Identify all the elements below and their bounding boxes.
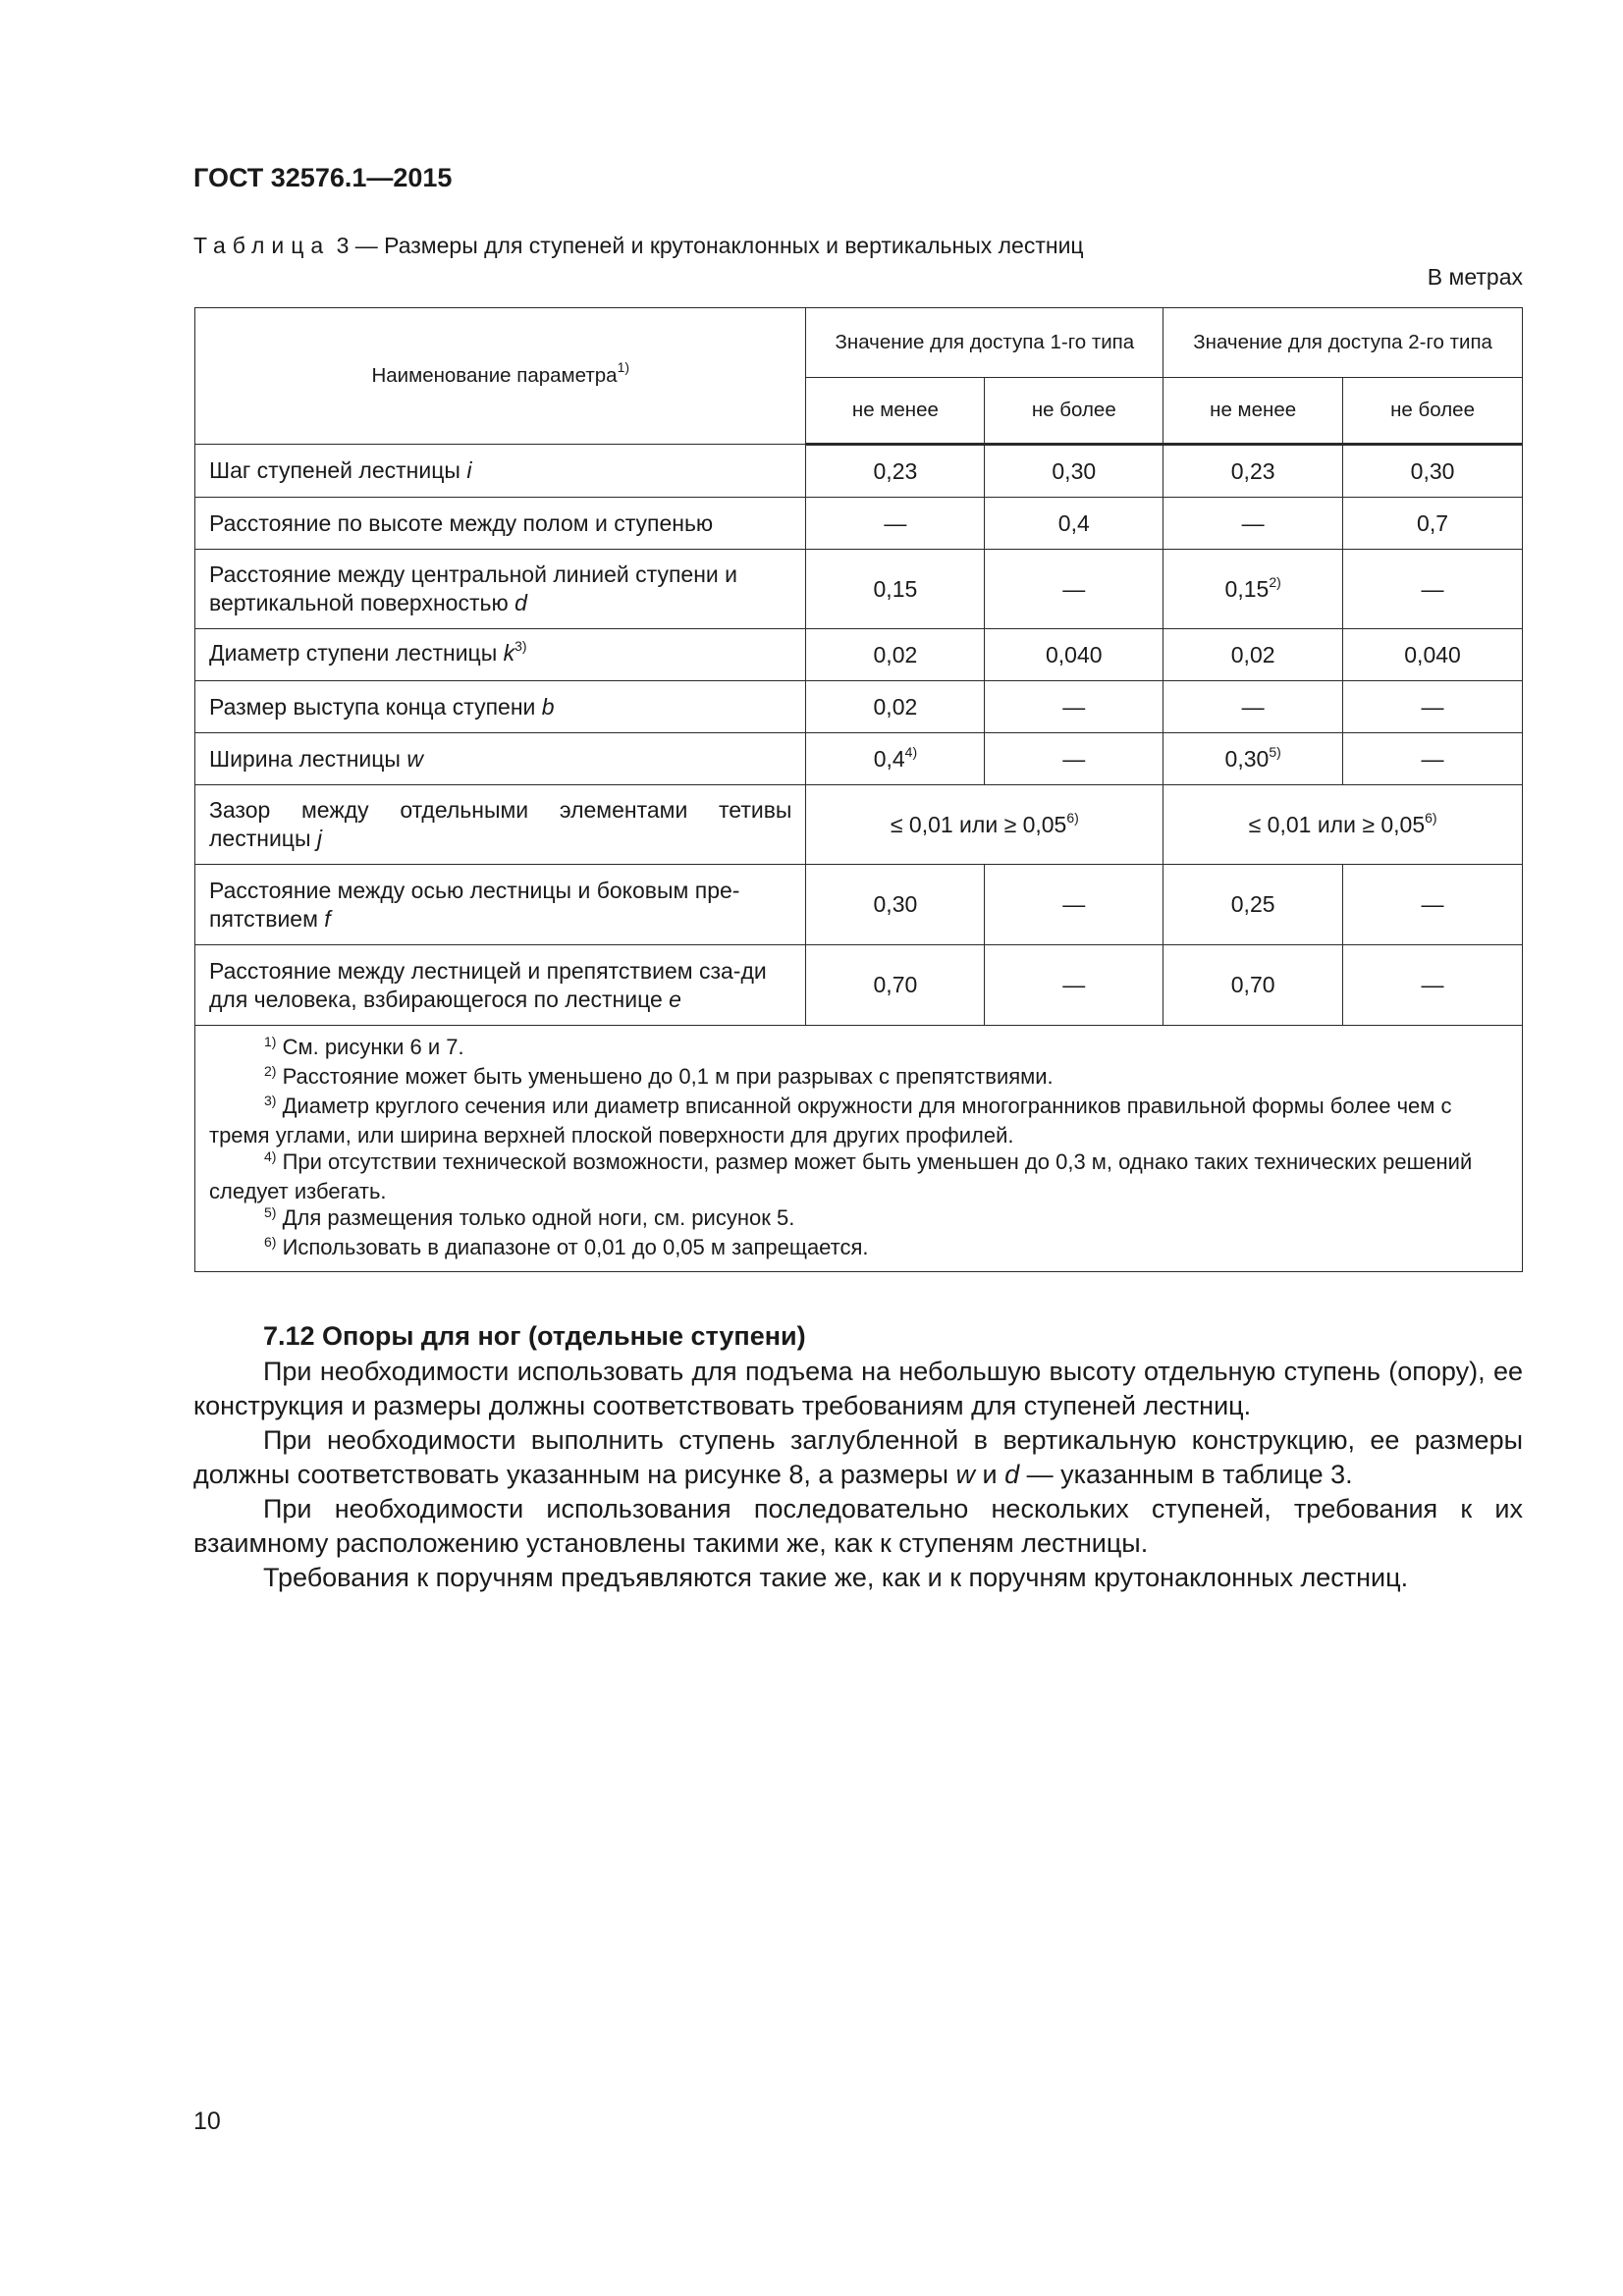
table-row: Ширина лестницы w 0,4$^{4)}$ — 0,30$^{5)}$ —: [195, 733, 1523, 785]
table-row: Зазор между отдельными элементами тетивы лестницы j ≤ 0,01 или ≥ $0,05^{6)}$ ≤ 0,01 или ≥ $0,05^{6)}$: [195, 785, 1523, 865]
footnote: $^{4)}$ При отсутствии технической возможности, размер может быть уменьшен до 0,3 м, однако таких технических решений следует избегать.: [209, 1148, 1473, 1203]
footnote: $^{2)}$ Расстояние может быть уменьшено до 0,1 м при разрывах с препятствиями.: [264, 1063, 1054, 1089]
paragraph: При необходимости использования последовательно нескольких ступеней, требования к их взаимному расположению установлены такими же, как к ступеням лестницы.: [193, 1494, 1523, 1558]
footnote: $^{6)}$ Использовать в диапазоне от 0,01 до 0,05 м запрещается.: [264, 1234, 869, 1259]
dimensions-table: [194, 307, 1523, 1272]
table-row: Диаметр ступени лестницы $k^{3)}$ 0,02 0,040 0,02 0,040: [195, 629, 1523, 681]
section-body: [193, 1355, 1523, 1595]
max-header: не более: [1343, 378, 1523, 445]
group1-header: Значение для доступа 1-го типа: [806, 308, 1163, 378]
table-row: Расстояние по высоте между полом и ступенью — 0,4 — 0,7: [195, 498, 1523, 550]
table-row: Шаг ступеней лестницы i 0,23 0,30 0,23 0,30: [195, 445, 1523, 498]
table-caption-word: Таблица: [193, 233, 331, 258]
table-row: Расстояние между лестницей и препятствием сза-ди для человека, взбирающегося по лестнице e 0,70 — 0,70 —: [195, 945, 1523, 1026]
table-row: Размер выступа конца ступени b 0,02 — — —: [195, 681, 1523, 733]
document-header: ГОСТ 32576.1—2015: [193, 163, 453, 192]
group2-header: Значение для доступа 2-го типа: [1163, 308, 1523, 378]
footnote: $^{1)}$ См. рисунки 6 и 7.: [264, 1034, 464, 1059]
footnote: $^{3)}$ Диаметр круглого сечения или диаметр вписанной окружности для многогранников правильной формы более чем с тремя углами, или ширина верхней плоской поверхности для других профилей.: [209, 1093, 1452, 1148]
table-units: В метрах: [1427, 264, 1523, 290]
min-header: не менее: [1163, 378, 1343, 445]
footnote: $^{5)}$ Для размещения только одной ноги, см. рисунок 5.: [264, 1204, 795, 1230]
min-header: не менее: [806, 378, 985, 445]
table-caption-text: 3 — Размеры для ступеней и крутонаклонных и вертикальных лестниц: [336, 233, 1084, 258]
max-header: не более: [985, 378, 1163, 445]
param-column-header: Наименование параметра$^{1)}$: [195, 308, 806, 445]
table-row: Расстояние между центральной линией ступени и вертикальной поверхностью d 0,15 — 0,15$^{2)}$ —: [195, 550, 1523, 629]
table-caption: [193, 233, 1084, 259]
table-footnotes: [195, 1026, 1523, 1272]
paragraph: При необходимости использовать для подъема на небольшую высоту отдельную ступень (опору), ее конструкция и размеры должны соответствовать требованиям для ступеней лестниц.: [193, 1357, 1523, 1420]
paragraph: При необходимости выполнить ступень заглубленной в вертикальную конструкцию, ее размеры должны соответствовать указанным на рисунке 8, а размеры w и d — указанным в таблице 3.: [193, 1425, 1523, 1489]
section-title: 7.12 Опоры для ног (отдельные ступени): [263, 1321, 806, 1351]
table-row: Расстояние между осью лестницы и боковым пре-пятствием f 0,30 — 0,25 —: [195, 865, 1523, 945]
page-number: 10: [193, 2108, 221, 2135]
paragraph: Требования к поручням предъявляются такие же, как и к поручням крутонаклонных лестниц.: [263, 1563, 1409, 1592]
table-header-row: [195, 308, 1523, 378]
table-notes-row: [195, 1026, 1523, 1272]
